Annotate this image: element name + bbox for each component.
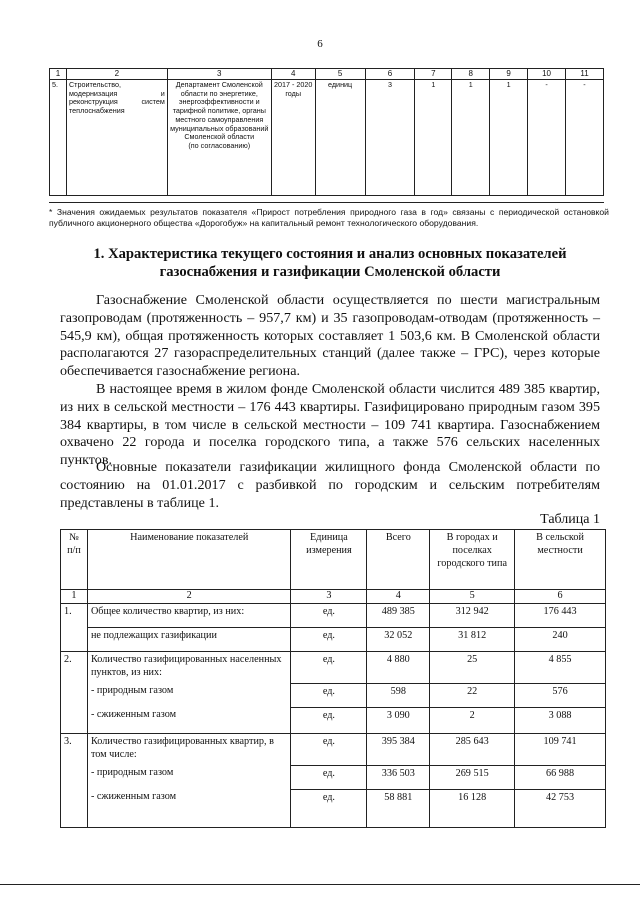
table-row xyxy=(61,651,606,683)
row-urban: 16 128 xyxy=(430,789,515,827)
header-unit: Единица измерения xyxy=(291,530,367,590)
row-unit: ед. xyxy=(291,651,367,683)
col-number: 4 xyxy=(271,69,315,80)
header-num: № п/п xyxy=(61,530,88,590)
row-total: 4 880 xyxy=(367,651,430,683)
header-rural: В сельской местности xyxy=(515,530,606,590)
row-unit: ед. xyxy=(291,603,367,627)
table-row xyxy=(61,707,606,733)
row-rural: 576 xyxy=(515,683,606,707)
row-total: 336 503 xyxy=(367,765,430,789)
col-number: 5 xyxy=(315,69,365,80)
row-unit: ед. xyxy=(291,789,367,827)
row-number: 5. xyxy=(50,79,67,195)
gasification-table xyxy=(60,529,606,828)
paragraph-3: Основные показатели газификации жилищного фонда Смоленской области по состоянию на 01.01.2017 с разбивкой по городским и сельским потребителям представлены в таблице 1. xyxy=(60,459,600,511)
unit-cell: единиц xyxy=(315,79,365,195)
paragraph-1: Газоснабжение Смоленской области осуществляется по шести магистральным газопроводам (протяженность – 957,7 км) и 35 газопроводам-отводам (протяженность – 545,9 км), общая протяженность которых составляет 1 503,6 км. В Смоленской области располагаются 27 газораспределительных станций (далее также – ГРС), через которые обеспечивается газоснабжение региона. xyxy=(60,292,600,380)
row-total: 395 384 xyxy=(367,733,430,765)
col-number: 10 xyxy=(528,69,566,80)
row-unit: ед. xyxy=(291,733,367,765)
row-label: - природным газом xyxy=(87,765,291,789)
col-number: 6 xyxy=(365,69,415,80)
row-total: 598 xyxy=(367,683,430,707)
row-total: 489 385 xyxy=(367,603,430,627)
col-number: 2 xyxy=(66,69,167,80)
value-cell: - xyxy=(528,79,566,195)
footnote: * Значения ожидаемых результатов показателя «Прирост потребления природного газа в год» связаны с периодической остановкой публичного акционерного общества «Дорогобуж» на капитальный ремонт технологического оборудования. xyxy=(49,207,609,228)
value-cell: 3 xyxy=(365,79,415,195)
table-row xyxy=(61,683,606,707)
row-rural: 3 088 xyxy=(515,707,606,733)
footnote-divider xyxy=(49,202,604,203)
col-number: 8 xyxy=(452,69,490,80)
row-number: 1. xyxy=(61,603,88,651)
row-label: - сжиженным газом xyxy=(87,707,291,733)
row-urban: 25 xyxy=(430,651,515,683)
row-label: Общее количество квартир, из них: xyxy=(87,603,291,627)
row-unit: ед. xyxy=(291,627,367,651)
column-number-row xyxy=(50,69,604,80)
table-row xyxy=(61,733,606,765)
col-number: 5 xyxy=(430,590,515,604)
row-label: - природным газом xyxy=(87,683,291,707)
row-number: 3. xyxy=(61,733,88,827)
row-urban: 22 xyxy=(430,683,515,707)
table-caption: Таблица 1 xyxy=(540,512,600,527)
row-label: - сжиженным газом xyxy=(87,789,291,827)
col-number: 6 xyxy=(515,590,606,604)
executor-text: Департамент Смоленской области по энергетике, энергоэффективности и тарифной политике, органы местного самоуправления муниципальных образований Смоленской области xyxy=(170,79,269,142)
header-row xyxy=(61,530,606,590)
table-row xyxy=(61,789,606,827)
row-unit: ед. xyxy=(291,707,367,733)
column-number-row xyxy=(61,590,606,604)
row-number: 2. xyxy=(61,651,88,733)
row-unit: ед. xyxy=(291,765,367,789)
row-urban: 31 812 xyxy=(430,627,515,651)
paragraph-2: В настоящее время в жилом фонде Смоленской области числится 489 385 квартир, из них в сельской местности – 176 443 квартиры. Газифицировано природным газом 395 384 квартиры, в том числе в сельской местности – 109 741 квартира. Газоснабжением охвачено 22 города и поселка городского типа, а также 576 сельских населенных пунктов. xyxy=(60,381,600,469)
row-total: 58 881 xyxy=(367,789,430,827)
row-label: не подлежащих газификации xyxy=(87,627,291,651)
page-bottom-rule xyxy=(0,884,640,885)
row-label: Количество газифицированных населенных пунктов, из них: xyxy=(87,651,291,683)
row-rural: 109 741 xyxy=(515,733,606,765)
row-rural: 42 753 xyxy=(515,789,606,827)
col-number: 2 xyxy=(87,590,291,604)
table-row xyxy=(50,79,604,195)
period-cell: 2017 - 2020 годы xyxy=(271,79,315,195)
row-urban: 269 515 xyxy=(430,765,515,789)
col-number: 3 xyxy=(291,590,367,604)
value-cell: 1 xyxy=(452,79,490,195)
table-row xyxy=(61,765,606,789)
col-number: 7 xyxy=(415,69,452,80)
row-urban: 285 643 xyxy=(430,733,515,765)
header-urban: В городах и поселках городского типа xyxy=(430,530,515,590)
row-urban: 2 xyxy=(430,707,515,733)
col-number: 4 xyxy=(367,590,430,604)
row-label: Количество газифицированных квартир, в том числе: xyxy=(87,733,291,765)
executor-note: (по согласованию) xyxy=(188,141,251,151)
col-number: 1 xyxy=(50,69,67,80)
col-number: 1 xyxy=(61,590,88,604)
table-row xyxy=(61,603,606,627)
col-number: 3 xyxy=(167,69,271,80)
page-number: 6 xyxy=(317,38,323,50)
value-cell: - xyxy=(566,79,604,195)
row-rural: 176 443 xyxy=(515,603,606,627)
header-total: Всего xyxy=(367,530,430,590)
row-total: 3 090 xyxy=(367,707,430,733)
header-name: Наименование показателей xyxy=(87,530,291,590)
continuation-table xyxy=(49,68,604,196)
col-number: 11 xyxy=(566,69,604,80)
row-rural: 4 855 xyxy=(515,651,606,683)
value-cell: 1 xyxy=(490,79,528,195)
col-number: 9 xyxy=(490,69,528,80)
activity-cell: Строительство, модернизация и реконструкция систем теплоснабжения xyxy=(66,79,167,195)
section-title: 1. Характеристика текущего состояния и анализ основных показателей газоснабжения и газификации Смоленской области xyxy=(93,246,567,280)
row-total: 32 052 xyxy=(367,627,430,651)
row-urban: 312 942 xyxy=(430,603,515,627)
table-row xyxy=(61,627,606,651)
executor-cell xyxy=(167,79,271,195)
value-cell: 1 xyxy=(415,79,452,195)
row-unit: ед. xyxy=(291,683,367,707)
row-rural: 66 988 xyxy=(515,765,606,789)
row-rural: 240 xyxy=(515,627,606,651)
